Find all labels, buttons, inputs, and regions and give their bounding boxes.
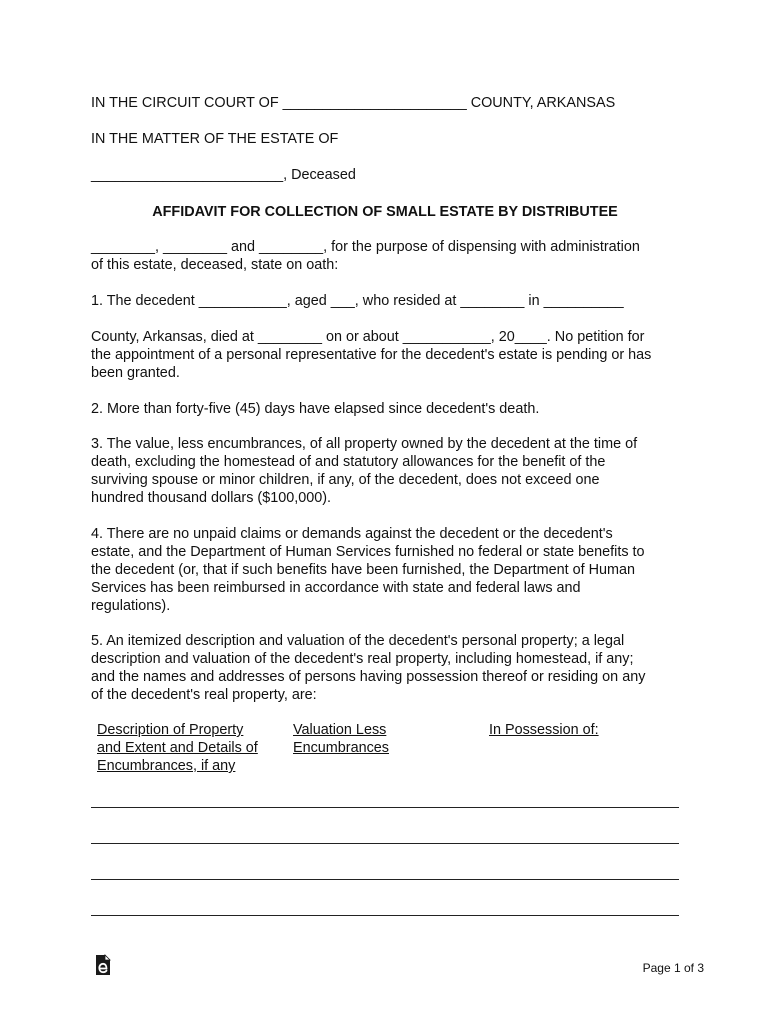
intro-line: of this estate, deceased, state on oath: (91, 257, 339, 273)
item-1-line: been granted. (91, 365, 180, 381)
column-header-line: Encumbrances (293, 740, 389, 756)
item-4-paragraph (91, 525, 691, 615)
item-3-line: surviving spouse or minor children, if any, of the decedent, does not exceed one (91, 472, 600, 488)
item-5-line: 5. An itemized description and valuation of the decedent's personal property; a legal (91, 633, 625, 649)
entry-blank-line[interactable] (91, 915, 679, 916)
column-header-line: Description of Property (97, 722, 244, 738)
item-2-paragraph (91, 400, 691, 418)
item-3-line: death, excluding the homestead of and statutory allowances for the benefit of the (91, 454, 606, 470)
item-1-first-line: 1. The decedent ___________, aged ___, who resided at ________ in __________ (91, 293, 624, 309)
column-header-line: Encumbrances, if any (97, 758, 236, 774)
column-header-line: Valuation Less (293, 722, 387, 738)
column-header-description (97, 721, 258, 775)
page-number: Page 1 of 3 (642, 961, 704, 975)
item-1-line: the appointment of a personal representative for the decedent's estate is pending or has (91, 347, 652, 363)
column-header-valuation (293, 721, 389, 757)
item-5-line: description and valuation of the decedent's real property, including homestead, if any; (91, 651, 634, 667)
item-5-line: and the names and addresses of persons having possession thereof or residing on any (91, 669, 646, 685)
estate-matter-line: IN THE MATTER OF THE ESTATE OF (91, 131, 339, 147)
item-5-paragraph (91, 632, 691, 704)
item-4-line: Services has been reimbursed in accordance with state and federal laws and (91, 580, 581, 596)
intro-paragraph (91, 238, 691, 274)
affidavit-title: AFFIDAVIT FOR COLLECTION OF SMALL ESTATE BY DISTRIBUTEE (152, 204, 618, 220)
eforms-logo-icon (93, 953, 113, 977)
entry-blank-line[interactable] (91, 807, 679, 808)
item-3-line: hundred thousand dollars ($100,000). (91, 490, 332, 506)
court-caption-line: IN THE CIRCUIT COURT OF _______________________ COUNTY, ARKANSAS (91, 95, 616, 111)
entry-blank-line[interactable] (91, 879, 679, 880)
intro-line: ________, ________ and ________, for the purpose of dispensing with administration (91, 239, 640, 255)
item-1-line: County, Arkansas, died at ________ on or about ___________, 20____. No petition for (91, 329, 645, 345)
item-4-line: 4. There are no unpaid claims or demands against the decedent or the decedent's (91, 526, 613, 542)
item-4-line: regulations). (91, 598, 171, 614)
item-4-line: the decedent (or, that if such benefits have been furnished, the Department of Human (91, 562, 635, 578)
column-header-line: In Possession of: (489, 722, 599, 738)
entry-blank-line[interactable] (91, 843, 679, 844)
item-3-line: 3. The value, less encumbrances, of all property owned by the decedent at the time of (91, 436, 638, 452)
item-3-paragraph (91, 435, 691, 507)
item-2-line: 2. More than forty-five (45) days have elapsed since decedent's death. (91, 401, 540, 417)
deceased-name-line: ________________________, Deceased (91, 167, 356, 183)
item-1-continuation (91, 328, 691, 382)
column-header-line: and Extent and Details of (97, 740, 258, 756)
item-5-line: of the decedent's real property, are: (91, 687, 317, 703)
column-header-possession (489, 721, 599, 739)
item-4-line: estate, and the Department of Human Services furnished no federal or state benefits to (91, 544, 645, 560)
